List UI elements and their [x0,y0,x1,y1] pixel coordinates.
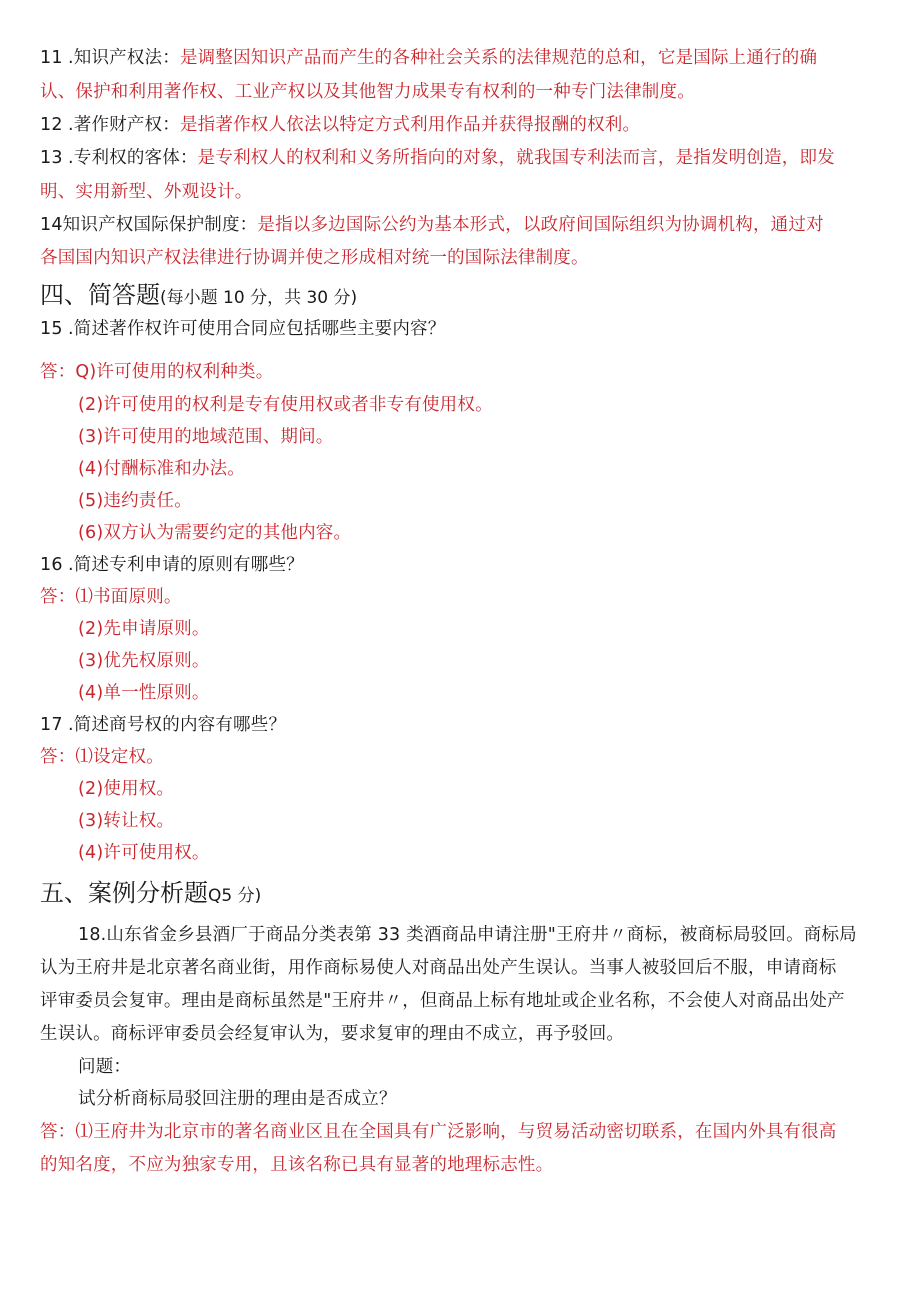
q17-answer-3: (3)转让权。 [78,811,175,831]
answer-item: Q)许可使用的权利种类。 [75,362,274,382]
answer-prefix: 答： [40,362,76,382]
def-number: 14 [40,215,63,235]
def-14-line-2: 各国国内知识产权法律进行协调并使之形成相对统一的国际法律制度。 [40,248,589,268]
q16-answer-3: (3)优先权原则。 [78,651,210,671]
section-heading-short-answer [40,280,357,313]
def-text: 是调整因知识产品而产生的各种社会关系的法律规范的总和，它是国际上通行的确 [179,48,818,68]
q16-answer-2: (2)先申请原则。 [78,619,210,639]
q15-answer-1 [40,359,273,385]
def-14-line-1 [40,212,824,238]
section-title: 四、简答题 [40,281,160,309]
question-text: .简述商号权的内容有哪些？ [68,715,287,735]
case-18-line-3: 评审委员会复审。理由是商标虽然是"王府井〃，但商品上标有地址或企业名称，不会使人对商品出处产 [40,991,845,1011]
case-18-question-label: 问题： [78,1057,132,1077]
question-text: .简述专利申请的原则有哪些？ [68,555,304,575]
q15-answer-3: (3)许可使用的地域范围、期间。 [78,427,334,447]
case-18-line-1: 18.山东省金乡县酒厂于商品分类表第 33 类酒商品申请注册"王府井〃商标，被商标局驳回。商标局 [78,925,857,945]
q16-answer-1 [40,584,182,610]
answer-item: ⑴设定权。 [75,747,164,767]
q16-answer-4: (4)单一性原则。 [78,683,210,703]
question-number: 17 [40,715,63,735]
q15-answer-4: (4)付酬标准和办法。 [78,459,245,479]
answer-item: ⑴书面原则。 [75,587,182,607]
def-number: 13 [40,148,63,168]
def-number: 11 [40,48,63,68]
section-title: 五、案例分析题 [40,879,208,907]
def-number: 12 [40,115,63,135]
question-17 [40,712,286,738]
question-text: .简述著作权许可使用合同应包括哪些主要内容？ [68,319,446,339]
def-text: 是指著作权人依法以特定方式利用作品并获得报酬的权利。 [179,115,641,135]
def-13-line-2: 明、实用新型、外观设计。 [40,182,253,202]
case-18-answer-line-2: 的知名度，不应为独家专用，且该名称已具有显著的地理标志性。 [40,1155,554,1175]
question-number: 15 [40,319,63,339]
def-term: .知识产权法： [68,48,180,68]
def-term: .著作财产权： [68,115,180,135]
def-text: 是专利权人的权利和义务所指向的对象，就我国专利法而言，是指发明创造，即发 [197,148,835,168]
def-12-line-1 [40,112,640,138]
q17-answer-2: (2)使用权。 [78,779,175,799]
def-term: 知识产权国际保护制度： [62,215,258,235]
case-18-answer-line-1: 答：⑴王府井为北京市的著名商业区且在全国具有广泛影响，与贸易活动密切联系，在国内外具有很高 [40,1122,837,1142]
def-13-line-1 [40,145,835,171]
question-16 [40,552,304,578]
question-number: 16 [40,555,63,575]
answer-prefix: 答： [40,587,76,607]
answer-prefix: 答： [40,747,76,767]
question-15 [40,316,445,342]
def-11-line-2: 认、保护和利用著作权、工业产权以及其他智力成果专有权利的一种专门法律制度。 [40,82,695,102]
q15-answer-2: (2)许可使用的权利是专有使用权或者非专有使用权。 [78,395,493,415]
case-18-line-4: 生误认。商标评审委员会经复审认为，要求复审的理由不成立，再予驳回。 [40,1024,625,1044]
def-text: 是指以多边国际公约为基本形式，以政府间国际组织为协调机构，通过对 [257,215,824,235]
q17-answer-4: (4)许可使用权。 [78,843,210,863]
section-subtitle: Q5 分) [208,886,262,906]
section-subtitle: (每小题 10 分，共 30 分) [160,288,358,308]
q17-answer-1 [40,744,164,770]
case-18-line-2: 认为王府井是北京著名商业街，用作商标易使人对商品出处产生误认。当事人被驳回后不服，申请商标 [40,958,837,978]
def-term: .专利权的客体： [68,148,198,168]
q15-answer-6: (6)双方认为需要约定的其他内容。 [78,523,352,543]
case-18-question: 试分析商标局驳回注册的理由是否成立？ [78,1089,397,1109]
def-11-line-1 [40,45,817,71]
q15-answer-5: (5)违约责任。 [78,491,192,511]
section-heading-case-analysis [40,878,261,911]
